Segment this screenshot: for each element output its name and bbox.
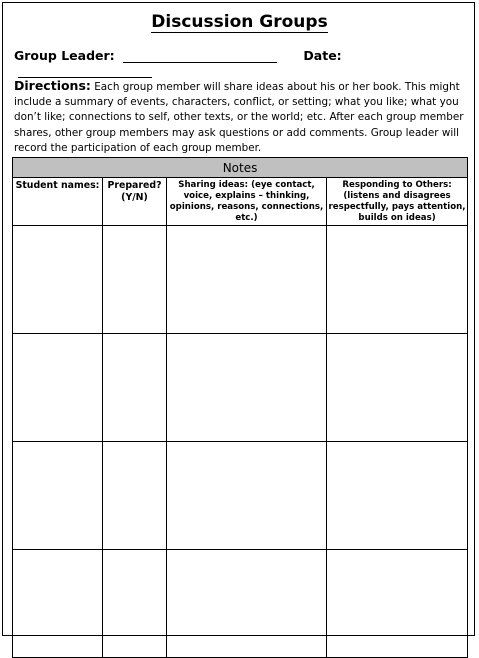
student-name-cell[interactable] [13,550,103,658]
table-row [13,550,468,658]
column-header-responding: Responding to Others: (listens and disagrees respectfully, pays attention, builds on ideas) [327,178,468,226]
prepared-cell[interactable] [103,442,167,550]
notes-table [12,157,468,658]
sharing-ideas-cell[interactable] [167,442,327,550]
responding-cell[interactable] [327,550,468,658]
student-name-cell[interactable] [13,334,103,442]
column-header-prepared: Prepared? (Y/N) [103,178,167,226]
group-leader-field[interactable] [123,50,277,63]
prepared-cell[interactable] [103,226,167,334]
table-row [13,442,468,550]
directions-text: Each group member will share ideas about his or her book. This might include a summary of events, characters, conflict, or setting; what you like; what you don’t like; connections to self, other texts, or the world; etc. After each group member shares, other group members may ask questions or add comments. Group leader will record the participation of each group member. [14,81,464,154]
sharing-ideas-cell[interactable] [167,226,327,334]
group-leader-label: Group Leader: [14,48,115,63]
student-name-cell[interactable] [13,442,103,550]
sharing-ideas-cell[interactable] [167,334,327,442]
prepared-cell[interactable] [103,334,167,442]
table-row [13,226,468,334]
column-header-sharing-ideas: Sharing ideas: (eye contact, voice, explains – thinking, opinions, reasons, connections, etc.) [167,178,327,226]
title-text: Discussion Groups [151,12,328,32]
directions-paragraph [14,78,469,156]
student-name-cell[interactable] [13,226,103,334]
responding-cell[interactable] [327,334,468,442]
responding-cell[interactable] [327,442,468,550]
directions-label: Directions: [14,78,91,93]
table-row [13,334,468,442]
notes-header: Notes [13,158,468,178]
date-field[interactable] [18,65,152,78]
responding-cell[interactable] [327,226,468,334]
prepared-cell[interactable] [103,550,167,658]
date-label: Date: [303,48,342,63]
sharing-ideas-cell[interactable] [167,550,327,658]
page-title [0,12,479,32]
header-fields [14,48,479,78]
column-header-student-names: Student names: [13,178,103,226]
